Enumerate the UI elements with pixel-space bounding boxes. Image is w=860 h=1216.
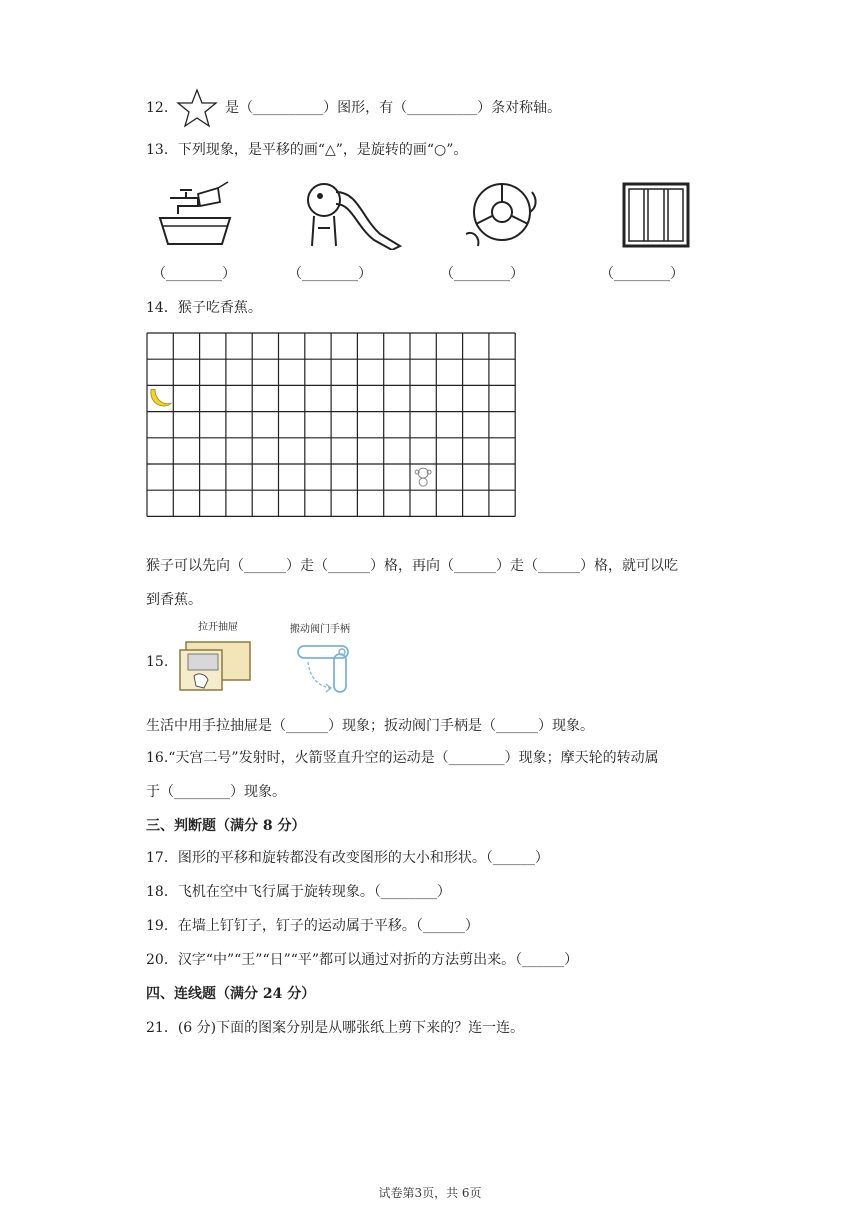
monkey-icon [415, 468, 431, 486]
section-4-heading: 四、连线题（满分 24 分） [146, 986, 316, 1002]
q13-title: 13．下列现象，是平移的画“△”，是旋转的画“○”。 [146, 142, 468, 158]
q12-line [146, 88, 561, 128]
banana-icon [151, 389, 171, 406]
sliding-window-icon [620, 180, 692, 254]
monkey-banana-grid [146, 332, 516, 544]
q19-line: 19．在墙上钉钉子，钉子的运动属于平移。（______） [146, 918, 479, 934]
q16-line-2: 于（________）现象。 [146, 784, 286, 800]
section-3-heading: 三、判断题（满分 8 分） [146, 818, 306, 834]
page-footer: 试卷第3页，共 6页 [378, 1186, 482, 1200]
drawer-caption: 拉开抽屉 [198, 622, 238, 633]
valve-caption: 搬动阀门手柄 [290, 624, 350, 635]
drawer-icon [178, 636, 252, 698]
q13-answer-3[interactable]: （________） [440, 266, 524, 282]
q13-answer-2[interactable]: （________） [288, 266, 372, 282]
q20-line: 20．汉字“中”“王”“日”“平”都可以通过对折的方法剪出来。（______） [146, 952, 579, 968]
q12-number: 12. [146, 100, 169, 116]
q14-line-2: 到香蕉。 [146, 592, 202, 608]
q15-line: 生活中用手拉抽屉是（______）现象；扳动阀门手柄是（______）现象。 [146, 718, 594, 734]
q13-answer-1[interactable]: （________） [152, 266, 236, 282]
q12-text: 是（__________）图形，有（__________）条对称轴。 [225, 100, 562, 116]
q21-line: 21．(6 分)下面的图案分别是从哪张纸上剪下来的？连一连。 [146, 1020, 525, 1036]
q16-line-1: 16.“天宫二号”发射时，火箭竖直升空的运动是（________）现象；摩天轮的转动属 [146, 750, 659, 766]
q14-title: 14．猴子吃香蕉。 [146, 300, 262, 316]
q14-line-1: 猴子可以先向（______）走（______）格，再向（______）走（______）格，就可以吃 [146, 558, 678, 574]
slide-icon [300, 178, 404, 254]
faucet-basin-icon [156, 178, 236, 254]
steering-wheel-icon [460, 178, 540, 254]
q13-answer-4[interactable]: （________） [600, 266, 684, 282]
q17-line: 17．图形的平移和旋转都没有改变图形的大小和形状。（______） [146, 850, 549, 866]
q15-number: 15. [146, 654, 169, 670]
valve-handle-icon [294, 640, 358, 700]
q18-line: 18．飞机在空中飞行属于旋转现象。（________） [146, 884, 451, 900]
star-icon [175, 88, 219, 128]
